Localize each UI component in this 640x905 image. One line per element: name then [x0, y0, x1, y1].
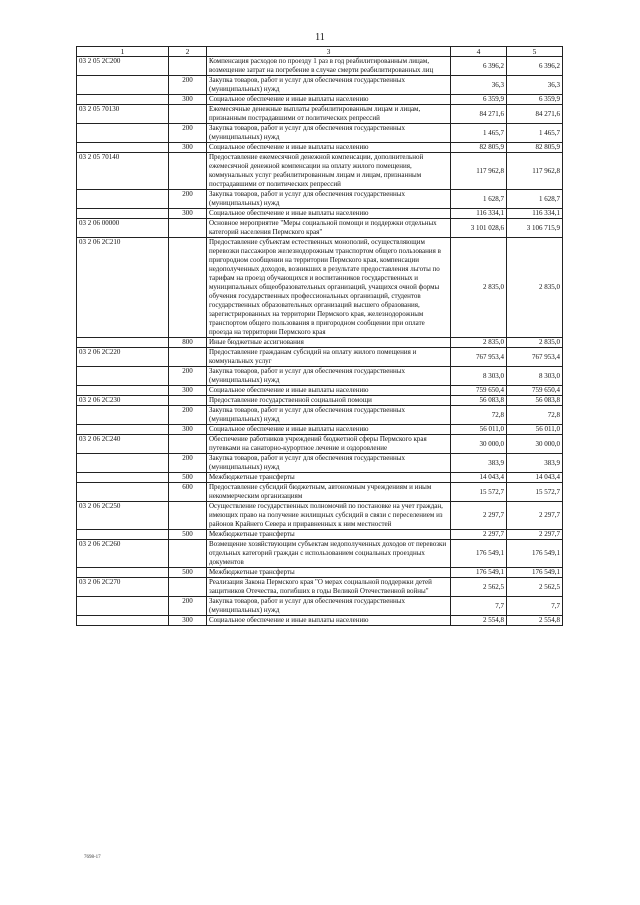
cell-name: Основное мероприятие "Меры социальной помощи и поддержки отдельных категорий населения Пермского края"	[207, 219, 451, 238]
cell-sum-2: 117 962,8	[507, 153, 563, 190]
cell-sum-2: 14 043,4	[507, 473, 563, 483]
cell-code: 03 2 06 2С210	[77, 238, 169, 338]
cell-name: Закупка товаров, работ и услуг для обеспечения государственных (муниципальных) нужд	[207, 76, 451, 95]
cell-type	[169, 578, 207, 597]
table-row	[77, 143, 563, 153]
table-row	[77, 425, 563, 435]
cell-sum-2: 36,3	[507, 76, 563, 95]
cell-sum-1: 2 554,8	[451, 616, 507, 626]
cell-name: Социальное обеспечение и иные выплаты населению	[207, 616, 451, 626]
cell-name: Обеспечение работников учреждений бюджетной сферы Пермского края путевками на санаторно-курортное лечение и оздоровление	[207, 435, 451, 454]
table-row	[77, 597, 563, 616]
cell-name: Социальное обеспечение и иные выплаты населению	[207, 143, 451, 153]
cell-type: 200	[169, 124, 207, 143]
cell-code: 03 2 05 70140	[77, 153, 169, 190]
cell-code	[77, 568, 169, 578]
cell-code	[77, 454, 169, 473]
cell-type: 600	[169, 483, 207, 502]
table-row	[77, 473, 563, 483]
table-row	[77, 367, 563, 386]
table-row	[77, 95, 563, 105]
cell-name: Предоставление ежемесячной денежной компенсации, дополнительной ежемесячной денежной компенсации на оплату жилого помещения, коммунальных услуг реабилитированным лицам и лицам, признанным пострадавшими от политических репрессий	[207, 153, 451, 190]
cell-sum-1: 2 297,7	[451, 530, 507, 540]
cell-type: 500	[169, 530, 207, 540]
cell-name: Реализация Закона Пермского края "О мерах социальной поддержки детей защитников Отечества, погибших в годы Великой Отечественной войны"	[207, 578, 451, 597]
table-row	[77, 435, 563, 454]
cell-type	[169, 57, 207, 76]
cell-name: Межбюджетные трансферты	[207, 568, 451, 578]
cell-sum-2: 6 359,9	[507, 95, 563, 105]
table-row	[77, 454, 563, 473]
cell-sum-1: 116 334,1	[451, 209, 507, 219]
cell-code: 03 2 05 2С200	[77, 57, 169, 76]
cell-type	[169, 435, 207, 454]
cell-type: 500	[169, 568, 207, 578]
cell-type: 200	[169, 367, 207, 386]
table-row	[77, 209, 563, 219]
cell-name: Социальное обеспечение и иные выплаты населению	[207, 95, 451, 105]
cell-sum-2: 56 083,8	[507, 396, 563, 406]
cell-sum-2: 8 303,0	[507, 367, 563, 386]
table-row	[77, 396, 563, 406]
cell-sum-2: 2 562,5	[507, 578, 563, 597]
cell-name: Социальное обеспечение и иные выплаты населению	[207, 386, 451, 396]
cell-code	[77, 143, 169, 153]
table-row	[77, 105, 563, 124]
cell-code: 03 2 06 2С220	[77, 348, 169, 367]
cell-code	[77, 76, 169, 95]
cell-sum-2: 6 396,2	[507, 57, 563, 76]
cell-type	[169, 219, 207, 238]
cell-sum-2: 2 835,0	[507, 238, 563, 338]
cell-sum-1: 30 000,0	[451, 435, 507, 454]
cell-name: Социальное обеспечение и иные выплаты населению	[207, 425, 451, 435]
cell-type	[169, 153, 207, 190]
document-code: 7698-17	[84, 855, 101, 860]
cell-code	[77, 616, 169, 626]
cell-type: 300	[169, 143, 207, 153]
cell-name: Закупка товаров, работ и услуг для обеспечения государственных (муниципальных) нужд	[207, 124, 451, 143]
header-cell-sum-2: 5	[507, 47, 563, 57]
cell-sum-1: 759 650,4	[451, 386, 507, 396]
cell-sum-1: 7,7	[451, 597, 507, 616]
cell-type	[169, 348, 207, 367]
table-row	[77, 502, 563, 530]
cell-code: 03 2 06 2С230	[77, 396, 169, 406]
cell-type: 200	[169, 190, 207, 209]
cell-type	[169, 396, 207, 406]
cell-sum-1: 2 835,0	[451, 238, 507, 338]
cell-sum-2: 2 835,0	[507, 338, 563, 348]
budget-table	[76, 46, 563, 626]
cell-sum-2: 15 572,7	[507, 483, 563, 502]
table-row	[77, 406, 563, 425]
header-cell-code: 1	[77, 47, 169, 57]
table-row	[77, 238, 563, 338]
cell-sum-2: 7,7	[507, 597, 563, 616]
cell-sum-2: 72,8	[507, 406, 563, 425]
cell-sum-2: 84 271,6	[507, 105, 563, 124]
cell-code: 03 2 05 70130	[77, 105, 169, 124]
cell-sum-1: 2 562,5	[451, 578, 507, 597]
cell-sum-1: 72,8	[451, 406, 507, 425]
cell-code	[77, 473, 169, 483]
cell-sum-1: 84 271,6	[451, 105, 507, 124]
cell-sum-1: 56 011,0	[451, 425, 507, 435]
cell-sum-1: 14 043,4	[451, 473, 507, 483]
header-cell-type: 2	[169, 47, 207, 57]
table-row	[77, 530, 563, 540]
cell-code	[77, 483, 169, 502]
cell-sum-1: 3 101 028,6	[451, 219, 507, 238]
cell-sum-2: 116 334,1	[507, 209, 563, 219]
table-row	[77, 616, 563, 626]
cell-name: Предоставление гражданам субсидий на оплату жилого помещения и коммунальных услуг	[207, 348, 451, 367]
header-cell-name: 3	[207, 47, 451, 57]
table-row	[77, 153, 563, 190]
cell-sum-2: 176 549,1	[507, 568, 563, 578]
cell-type: 300	[169, 95, 207, 105]
cell-sum-2: 56 011,0	[507, 425, 563, 435]
cell-sum-1: 36,3	[451, 76, 507, 95]
cell-type: 200	[169, 76, 207, 95]
cell-sum-1: 82 805,9	[451, 143, 507, 153]
cell-sum-1: 2 297,7	[451, 502, 507, 530]
cell-name: Предоставление субъектам естественных монополий, осуществляющим перевозки пассажиров железнодорожным транспортом общего пользования в пригородном сообщении на территории Пермского края, компенсации недополученных доходов, возникших в результате предоставления льготы по тарифам на проезд обучающихся и воспитанников государственных и муниципальных общеобразовательных организаций, учащихся очной формы обучения государственных профессиональных организаций, студентов государственных образовательных организаций высшего образования, зарегистрированных на территории Пермского края, железнодорожным транспортом общего пользования в пригородном сообщении при оплате проезда на территории Пермского края	[207, 238, 451, 338]
cell-sum-1: 56 083,8	[451, 396, 507, 406]
cell-code	[77, 95, 169, 105]
cell-type: 800	[169, 338, 207, 348]
cell-type	[169, 502, 207, 530]
cell-sum-2: 383,9	[507, 454, 563, 473]
cell-code	[77, 190, 169, 209]
cell-name: Закупка товаров, работ и услуг для обеспечения государственных (муниципальных) нужд	[207, 367, 451, 386]
table-row	[77, 348, 563, 367]
cell-code: 03 2 06 2С270	[77, 578, 169, 597]
cell-type: 300	[169, 616, 207, 626]
cell-sum-2: 759 650,4	[507, 386, 563, 396]
cell-sum-1: 1 628,7	[451, 190, 507, 209]
cell-name: Межбюджетные трансферты	[207, 530, 451, 540]
cell-sum-2: 30 000,0	[507, 435, 563, 454]
cell-name: Осуществление государственных полномочий по постановке на учет граждан, имеющих право на получение жилищных субсидий в связи с переселением из районов Крайнего Севера и приравненных к ним местностей	[207, 502, 451, 530]
cell-code: 03 2 06 2С240	[77, 435, 169, 454]
cell-type: 300	[169, 425, 207, 435]
cell-sum-2: 2 554,8	[507, 616, 563, 626]
cell-code	[77, 530, 169, 540]
cell-sum-1: 383,9	[451, 454, 507, 473]
cell-code	[77, 597, 169, 616]
cell-type: 200	[169, 454, 207, 473]
cell-type: 200	[169, 406, 207, 425]
cell-sum-2: 3 106 715,9	[507, 219, 563, 238]
table-row	[77, 386, 563, 396]
table-row	[77, 540, 563, 568]
table-header-row	[77, 47, 563, 57]
cell-name: Предоставление государственной социальной помощи	[207, 396, 451, 406]
cell-sum-1: 6 396,2	[451, 57, 507, 76]
cell-sum-2: 2 297,7	[507, 502, 563, 530]
cell-name: Социальное обеспечение и иные выплаты населению	[207, 209, 451, 219]
cell-sum-2: 82 805,9	[507, 143, 563, 153]
cell-name: Возмещение хозяйствующим субъектам недополученных доходов от перевозки отдельных категорий граждан с использованием социальных проездных документов	[207, 540, 451, 568]
cell-code	[77, 406, 169, 425]
cell-sum-2: 1 465,7	[507, 124, 563, 143]
cell-code	[77, 386, 169, 396]
cell-sum-1: 767 953,4	[451, 348, 507, 367]
cell-sum-2: 176 549,1	[507, 540, 563, 568]
cell-code	[77, 425, 169, 435]
cell-name: Иные бюджетные ассигнования	[207, 338, 451, 348]
cell-sum-1: 8 303,0	[451, 367, 507, 386]
cell-sum-1: 176 549,1	[451, 540, 507, 568]
cell-sum-1: 6 359,9	[451, 95, 507, 105]
cell-code	[77, 209, 169, 219]
table-row	[77, 57, 563, 76]
cell-name: Закупка товаров, работ и услуг для обеспечения государственных (муниципальных) нужд	[207, 597, 451, 616]
cell-code	[77, 338, 169, 348]
cell-code: 03 2 06 2С250	[77, 502, 169, 530]
table-row	[77, 483, 563, 502]
header-cell-sum-1: 4	[451, 47, 507, 57]
table-row	[77, 219, 563, 238]
cell-sum-1: 176 549,1	[451, 568, 507, 578]
cell-type	[169, 238, 207, 338]
table-row	[77, 76, 563, 95]
cell-sum-1: 117 962,8	[451, 153, 507, 190]
cell-type	[169, 540, 207, 568]
cell-name: Предоставление субсидий бюджетным, автономным учреждениям и иным некоммерческим организациям	[207, 483, 451, 502]
cell-name: Компенсация расходов по проезду 1 раз в год реабилитированным лицам, возмещение затрат на погребение в случае смерти реабилитированных лиц	[207, 57, 451, 76]
table-row	[77, 124, 563, 143]
cell-sum-2: 1 628,7	[507, 190, 563, 209]
cell-type: 500	[169, 473, 207, 483]
cell-type: 300	[169, 209, 207, 219]
cell-name: Межбюджетные трансферты	[207, 473, 451, 483]
page-number: 11	[315, 32, 325, 43]
cell-code	[77, 367, 169, 386]
cell-code: 03 2 06 00000	[77, 219, 169, 238]
cell-sum-2: 2 297,7	[507, 530, 563, 540]
cell-name: Закупка товаров, работ и услуг для обеспечения государственных (муниципальных) нужд	[207, 454, 451, 473]
cell-type	[169, 105, 207, 124]
table-row	[77, 338, 563, 348]
table-row	[77, 568, 563, 578]
cell-code	[77, 124, 169, 143]
cell-sum-1: 2 835,0	[451, 338, 507, 348]
cell-code: 03 2 06 2С260	[77, 540, 169, 568]
table-row	[77, 190, 563, 209]
cell-name: Ежемесячные денежные выплаты реабилитированным лицам и лицам, признанным пострадавшими от политических репрессий	[207, 105, 451, 124]
cell-name: Закупка товаров, работ и услуг для обеспечения государственных (муниципальных) нужд	[207, 190, 451, 209]
cell-type: 200	[169, 597, 207, 616]
table-row	[77, 578, 563, 597]
cell-sum-1: 1 465,7	[451, 124, 507, 143]
cell-sum-2: 767 953,4	[507, 348, 563, 367]
cell-name: Закупка товаров, работ и услуг для обеспечения государственных (муниципальных) нужд	[207, 406, 451, 425]
cell-sum-1: 15 572,7	[451, 483, 507, 502]
cell-type: 300	[169, 386, 207, 396]
